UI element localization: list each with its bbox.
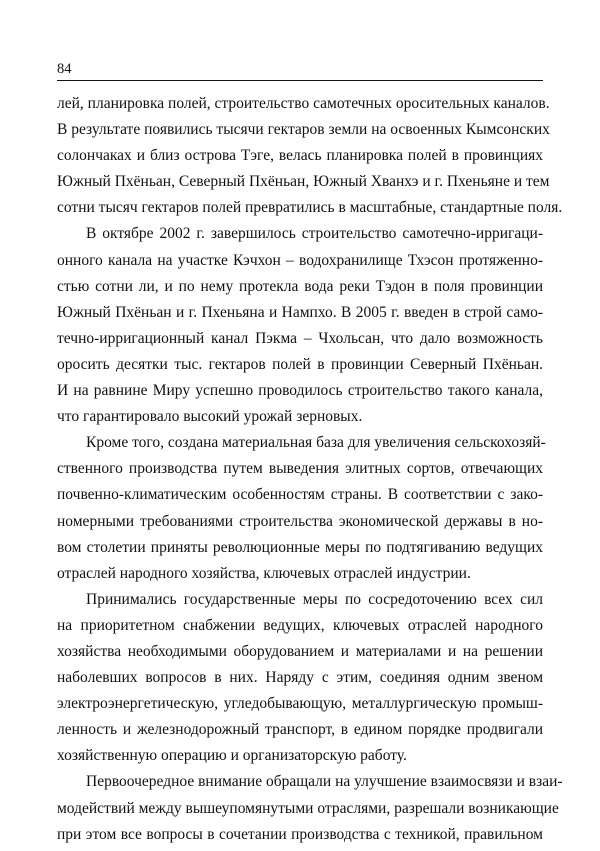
text-line: вом столетии приняты революционные меры по подтягиванию ведущих xyxy=(57,538,543,556)
text-line: что гарантировало высокий урожай зерновых. xyxy=(57,408,363,426)
text-line: Принимались государственные меры по сосредоточению всех сил xyxy=(86,590,543,608)
paragraph xyxy=(57,430,546,587)
text-line: онного канала на участке Кэчхон – водохранилище Тхэсон протяженно- xyxy=(57,251,543,269)
text-line: ственного производства путем выведения элитных сортов, отвечающих xyxy=(57,460,543,478)
text-line: Южный Пхёньан, Северный Пхёньан, Южный Хванхэ и г. Пхеньяне и тем xyxy=(57,173,550,191)
text-line: номерными требованиями строительства экономической державы в но- xyxy=(57,512,543,530)
text-line: Южный Пхёньан и г. Пхеньяна и Нампхо. В 2005 г. введен в строй само- xyxy=(57,303,543,321)
text-line: Кроме того, создана материальная база для увеличения сельскохозяй- xyxy=(86,434,546,452)
text-line: при этом все вопросы в сочетании производства с техникой, правильном xyxy=(57,825,543,843)
text-line: хозяйственную операцию и организаторскую работу. xyxy=(57,747,407,765)
page-number: 84 xyxy=(57,61,72,77)
text-line: солончаках и близ острова Тэге, велась планировка полей в провинциях xyxy=(57,147,543,165)
header-rule xyxy=(57,80,543,81)
text-line: В октябре 2002 г. завершилось строительство самотечно-ирригаци- xyxy=(86,225,543,243)
text-line: сотни тысяч гектаров полей превратились в масштабные, стандартные поля. xyxy=(57,199,563,217)
text-line: течно-ирригационный канал Пэкма – Чхольсан, что дало возможность xyxy=(57,329,543,347)
text-line: наболевших вопросов в них. Наряду с этим, соединяя одним звеном xyxy=(57,669,543,687)
paragraph xyxy=(57,587,543,770)
text-line: лей, планировка полей, строительство самотечных оросительных каналов. xyxy=(57,95,550,112)
text-line: модействий между вышеупомянутыми отраслями, разрешали возникающие xyxy=(57,799,559,817)
text-line: хозяйства необходимыми оборудованием и материалами и на решении xyxy=(57,642,543,660)
text-line: И на равнине Миру успешно проводилось строительство такого канала, xyxy=(57,382,543,400)
text-line: почвенно-климатическим особенностям страны. В соответствии с зако- xyxy=(57,486,543,504)
text-line: электроэнергетическую, угледобывающую, металлургическую промыш- xyxy=(57,695,543,713)
paragraph xyxy=(57,221,543,430)
text-line: ленность и железнодорожный транспорт, в едином порядке продвигали xyxy=(57,721,543,739)
paragraph xyxy=(57,769,563,847)
text-line: В результате появились тысячи гектаров земли на освоенных Кымсонских xyxy=(57,121,550,139)
text-line: на приоритетном снабжении ведущих, ключевых отраслей народного xyxy=(57,616,543,634)
paragraph xyxy=(57,91,563,221)
text-body xyxy=(57,91,563,848)
text-line: стью сотни ли, и по нему протекла вода реки Тэдон в поля провинции xyxy=(57,277,543,295)
text-line: отраслей народного хозяйства, ключевых отраслей индустрии. xyxy=(57,564,471,582)
text-line: Первоочередное внимание обращали на улучшение взаимосвязи и взаи- xyxy=(86,773,563,791)
text-line: оросить десятки тыс. гектаров полей в провинции Северный Пхёньан. xyxy=(57,355,543,373)
